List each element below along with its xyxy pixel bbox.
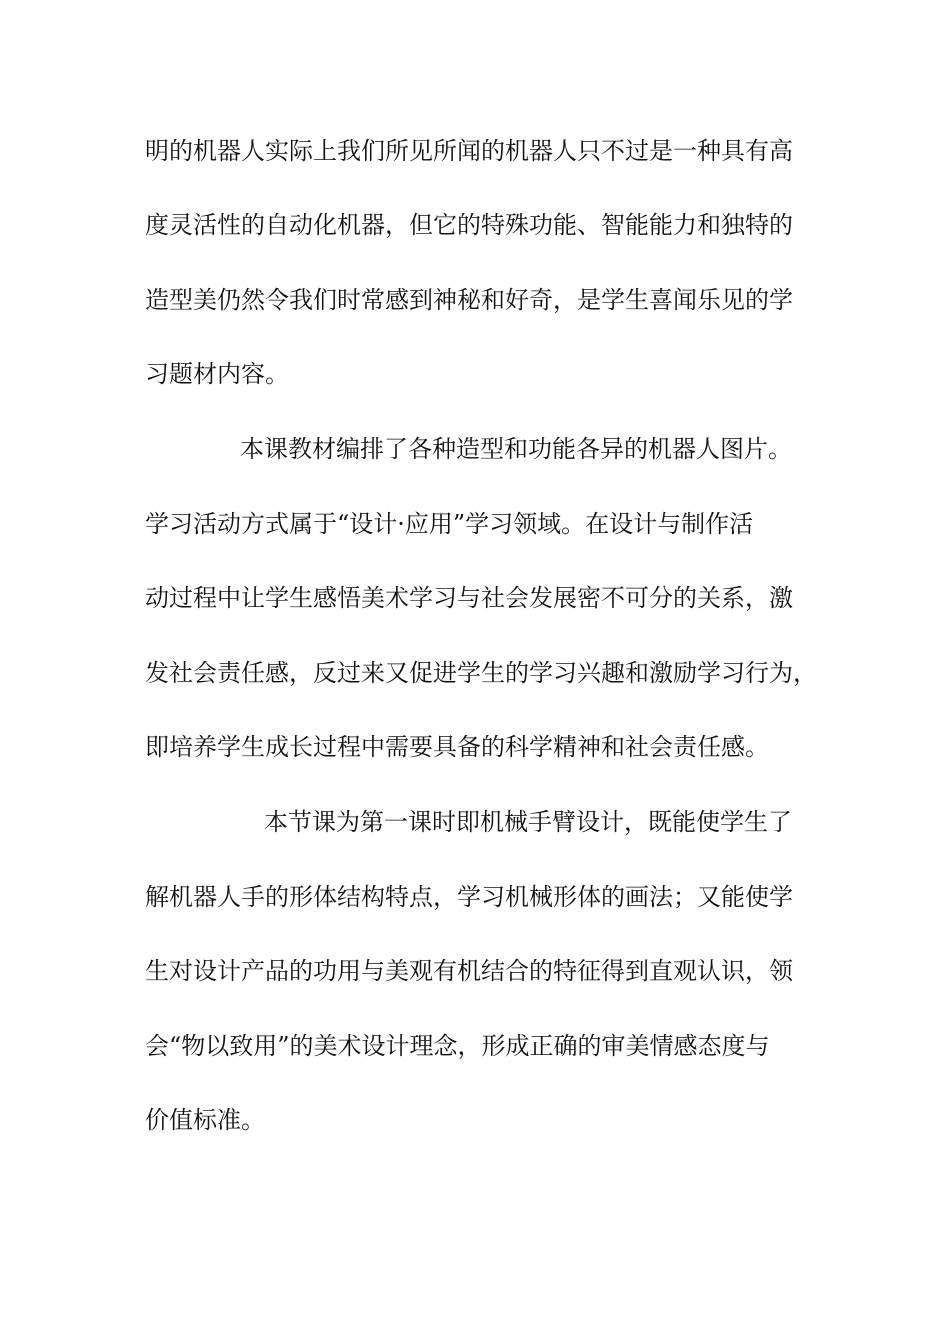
paragraph-3-line-3: 生对设计产品的功用与美观有机结合的特征得到直观认识，领 <box>145 957 793 985</box>
paragraph-1-line-2: 度灵活性的自动化机器，但它的特殊功能、智能能力和独特的 <box>145 211 793 239</box>
paragraph-2-line-1: 本课教材编排了各种造型和功能各异的机器人图片。 <box>240 435 792 463</box>
paragraph-2-line-2: 学习活动方式属于“设计·应用”学习领域。在设计与制作活 <box>145 510 754 538</box>
paragraph-3-line-2: 解机器人手的形体结构特点，学习机械形体的画法；又能使学 <box>145 883 793 911</box>
paragraph-2-line-3: 动过程中让学生感悟美术学习与社会发展密不可分的关系，激 <box>145 584 793 612</box>
paragraph-1-line-3: 造型美仍然令我们时常感到神秘和好奇，是学生喜闻乐见的学 <box>145 286 793 314</box>
paragraph-1-line-4: 习题材内容。 <box>145 360 289 388</box>
paragraph-3-line-5: 价值标准。 <box>145 1106 265 1134</box>
paragraph-2-line-4: 发社会责任感，反过来又促进学生的学习兴趣和激励学习行为， <box>145 659 817 687</box>
paragraph-3-line-1: 本节课为第一课时即机械手臂设计，既能使学生了 <box>264 808 792 836</box>
paragraph-3-line-4: 会“物以致用”的美术设计理念，形成正确的审美情感态度与 <box>145 1032 770 1060</box>
paragraph-1-line-1: 明的机器人实际上我们所见所闻的机器人只不过是一种具有高 <box>145 137 793 165</box>
paragraph-2-line-5: 即培养学生成长过程中需要具备的科学精神和社会责任感。 <box>145 733 769 761</box>
